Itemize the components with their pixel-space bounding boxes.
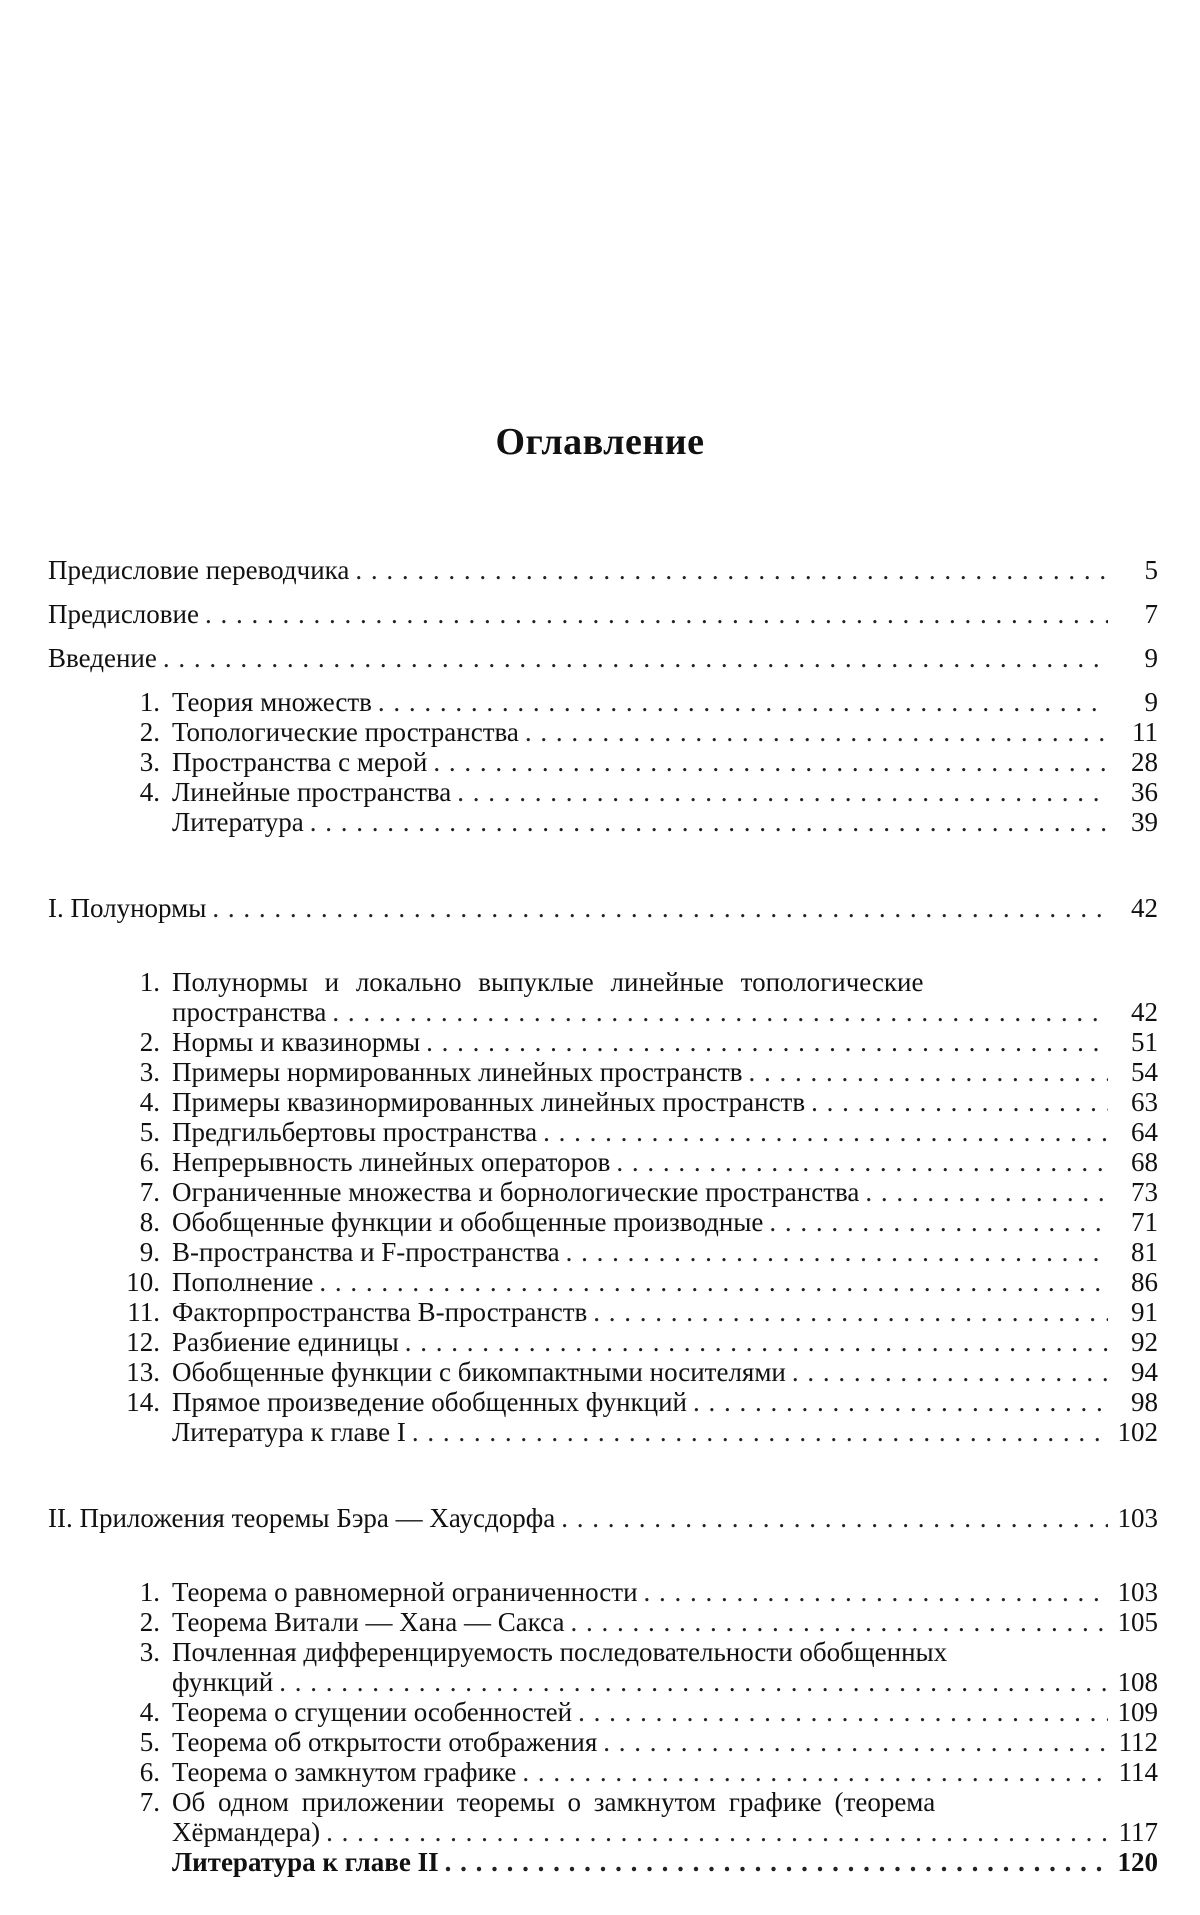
section-number: 3. bbox=[139, 747, 160, 777]
entry-label: Об одном приложении теоремы о замкнутом графике (теорема bbox=[172, 1787, 936, 1817]
entry-page: 103 bbox=[1117, 1577, 1158, 1607]
toc-entry[interactable] bbox=[48, 555, 1158, 585]
toc-entry-first-line[interactable] bbox=[48, 967, 1158, 997]
dot-leader bbox=[566, 1237, 1108, 1267]
section-number: 1. bbox=[139, 687, 160, 717]
entry-page: 108 bbox=[1117, 1667, 1158, 1697]
section-number: 13. bbox=[126, 1357, 160, 1387]
dot-leader bbox=[378, 687, 1108, 717]
entry-label: Непрерывность линейных операторов bbox=[172, 1147, 611, 1177]
section-number: 5. bbox=[139, 1727, 160, 1757]
entry-page: 103 bbox=[1117, 1503, 1158, 1533]
dot-leader bbox=[769, 1207, 1108, 1237]
entry-page: 120 bbox=[1117, 1847, 1158, 1877]
chapter-label: II. Приложения теоремы Бэра — Хаусдорфа bbox=[48, 1503, 556, 1533]
dot-leader bbox=[326, 1817, 1108, 1847]
section-number: 6. bbox=[139, 1757, 160, 1787]
dot-leader bbox=[279, 1667, 1108, 1697]
section-number: 6. bbox=[139, 1147, 160, 1177]
entry-label: B-пространства и F-пространства bbox=[172, 1237, 560, 1267]
entry-label: Линейные пространства bbox=[172, 777, 452, 807]
section-number: 2. bbox=[139, 1027, 160, 1057]
dot-leader bbox=[355, 555, 1108, 585]
toc-entry[interactable] bbox=[48, 643, 1158, 673]
toc-entry[interactable] bbox=[48, 1237, 1158, 1267]
entry-page: 102 bbox=[1117, 1417, 1158, 1447]
entry-label: Теорема об открытости отображения bbox=[172, 1727, 598, 1757]
section-number: 4. bbox=[139, 1697, 160, 1727]
dot-leader bbox=[212, 893, 1108, 923]
dot-leader bbox=[603, 1727, 1108, 1757]
toc-entry[interactable] bbox=[48, 717, 1158, 747]
toc-entry-first-line[interactable] bbox=[48, 1787, 1158, 1817]
entry-label: Полунормы и локально выпуклые линейные топологические bbox=[172, 967, 924, 997]
entry-page: 7 bbox=[1144, 599, 1158, 629]
entry-page: 51 bbox=[1131, 1027, 1158, 1057]
entry-page: 92 bbox=[1131, 1327, 1158, 1357]
dot-leader bbox=[792, 1357, 1108, 1387]
entry-label: Пространства с мерой bbox=[172, 747, 428, 777]
entry-label: Топологические пространства bbox=[172, 717, 519, 747]
section-number: 7. bbox=[139, 1177, 160, 1207]
entry-label: Ограниченные множества и борнологические пространства bbox=[172, 1177, 860, 1207]
toc-entry[interactable] bbox=[48, 1087, 1158, 1117]
entry-label: Обобщенные функции и обобщенные производные bbox=[172, 1207, 764, 1237]
entry-label: Хёрмандера) bbox=[172, 1817, 321, 1847]
entry-page: 71 bbox=[1131, 1207, 1158, 1237]
toc-entry[interactable] bbox=[48, 777, 1158, 807]
entry-label: функций bbox=[172, 1667, 274, 1697]
entry-page: 117 bbox=[1118, 1817, 1158, 1847]
toc-entry[interactable] bbox=[48, 1577, 1158, 1607]
dot-leader bbox=[522, 1757, 1108, 1787]
dot-leader bbox=[865, 1177, 1108, 1207]
entry-page: 42 bbox=[1131, 893, 1158, 923]
entry-page: 68 bbox=[1131, 1147, 1158, 1177]
toc-entry[interactable] bbox=[48, 1177, 1158, 1207]
dot-leader bbox=[433, 747, 1108, 777]
entry-label: Теорема о замкнутом графике bbox=[172, 1757, 517, 1787]
entry-label: пространства bbox=[172, 997, 327, 1027]
entry-page: 39 bbox=[1131, 807, 1158, 837]
toc-entry[interactable] bbox=[48, 1057, 1158, 1087]
toc-entry[interactable] bbox=[48, 1387, 1158, 1417]
dot-leader bbox=[457, 777, 1108, 807]
toc-entry-continuation[interactable] bbox=[48, 1667, 1158, 1697]
dot-leader bbox=[445, 1847, 1108, 1877]
section-number: 2. bbox=[139, 1607, 160, 1637]
entry-label: Прямое произведение обобщенных функций bbox=[172, 1387, 687, 1417]
entry-label: Литература к главе II bbox=[172, 1847, 439, 1877]
entry-label: Введение bbox=[48, 643, 157, 673]
toc-entry[interactable] bbox=[48, 1727, 1158, 1757]
entry-page: 54 bbox=[1131, 1057, 1158, 1087]
dot-leader bbox=[412, 1417, 1108, 1447]
toc-entry-continuation[interactable] bbox=[48, 1817, 1158, 1847]
entry-page: 63 bbox=[1131, 1087, 1158, 1117]
section-number: 2. bbox=[139, 717, 160, 747]
section-number: 3. bbox=[139, 1057, 160, 1087]
chapter-entry[interactable] bbox=[48, 893, 1158, 923]
toc-entry-first-line[interactable] bbox=[48, 1637, 1158, 1667]
section-number: 11. bbox=[127, 1297, 160, 1327]
section-number: 1. bbox=[139, 1577, 160, 1607]
toc-entry[interactable] bbox=[48, 1417, 1158, 1447]
dot-leader bbox=[543, 1117, 1108, 1147]
entry-label: Примеры нормированных линейных пространств bbox=[172, 1057, 743, 1087]
entry-page: 91 bbox=[1131, 1297, 1158, 1327]
chapter-entry[interactable] bbox=[48, 1503, 1158, 1533]
section-number: 4. bbox=[139, 1087, 160, 1117]
section-number: 3. bbox=[139, 1637, 160, 1667]
entry-page: 11 bbox=[1132, 717, 1158, 747]
entry-page: 105 bbox=[1117, 1607, 1158, 1637]
section-number: 14. bbox=[126, 1387, 160, 1417]
chapter-label: I. Полунормы bbox=[48, 893, 207, 923]
entry-label: Теория множеств bbox=[172, 687, 372, 717]
dot-leader bbox=[205, 599, 1108, 629]
section-number: 4. bbox=[139, 777, 160, 807]
entry-label: Примеры квазинормированных линейных пространств bbox=[172, 1087, 806, 1117]
entry-page: 64 bbox=[1131, 1117, 1158, 1147]
dot-leader bbox=[561, 1503, 1108, 1533]
toc-entry-continuation[interactable] bbox=[48, 997, 1158, 1027]
entry-page: 9 bbox=[1144, 687, 1158, 717]
dot-leader bbox=[593, 1297, 1108, 1327]
toc-entry[interactable] bbox=[48, 1297, 1158, 1327]
section-number: 9. bbox=[139, 1237, 160, 1267]
entry-page: 36 bbox=[1131, 777, 1158, 807]
toc-entry[interactable] bbox=[48, 807, 1158, 837]
entry-page: 114 bbox=[1118, 1757, 1158, 1787]
dot-leader bbox=[749, 1057, 1109, 1087]
page-title: Оглавление bbox=[495, 421, 705, 463]
entry-page: 86 bbox=[1131, 1267, 1158, 1297]
section-number: 8. bbox=[139, 1207, 160, 1237]
entry-page: 42 bbox=[1131, 997, 1158, 1027]
dot-leader bbox=[578, 1697, 1108, 1727]
entry-page: 109 bbox=[1117, 1697, 1158, 1727]
dot-leader bbox=[426, 1027, 1108, 1057]
entry-label: Литература bbox=[172, 807, 304, 837]
dot-leader bbox=[525, 717, 1108, 747]
toc-entry[interactable] bbox=[48, 599, 1158, 629]
entry-label: Теорема о равномерной ограниченности bbox=[172, 1577, 638, 1607]
entry-page: 98 bbox=[1131, 1387, 1158, 1417]
section-number: 1. bbox=[139, 967, 160, 997]
toc-entry[interactable] bbox=[48, 1207, 1158, 1237]
entry-label: Теорема Витали — Хана — Сакса bbox=[172, 1607, 565, 1637]
section-number: 10. bbox=[126, 1267, 160, 1297]
section-number: 12. bbox=[126, 1327, 160, 1357]
entry-page: 94 bbox=[1131, 1357, 1158, 1387]
section-number: 5. bbox=[139, 1117, 160, 1147]
dot-leader bbox=[319, 1267, 1108, 1297]
entry-label: Предгильбертовы пространства bbox=[172, 1117, 538, 1147]
toc-entry[interactable] bbox=[48, 1607, 1158, 1637]
toc-entry[interactable] bbox=[48, 687, 1158, 717]
dot-leader bbox=[310, 807, 1108, 837]
entry-label: Факторпространства B-пространств bbox=[172, 1297, 588, 1327]
entry-label: Пополнение bbox=[172, 1267, 314, 1297]
toc-entry[interactable] bbox=[48, 1847, 1158, 1877]
toc-entry[interactable] bbox=[48, 747, 1158, 777]
dot-leader bbox=[163, 643, 1108, 673]
entry-page: 28 bbox=[1131, 747, 1158, 777]
toc-entry[interactable] bbox=[48, 1117, 1158, 1147]
toc-entry[interactable] bbox=[48, 1697, 1158, 1727]
toc-entry[interactable] bbox=[48, 1357, 1158, 1387]
entry-label: Предисловие bbox=[48, 599, 199, 629]
toc-entry[interactable] bbox=[48, 1147, 1158, 1177]
section-number: 7. bbox=[139, 1787, 160, 1817]
dot-leader bbox=[570, 1607, 1108, 1637]
toc-entry[interactable] bbox=[48, 1027, 1158, 1057]
entry-page: 81 bbox=[1131, 1237, 1158, 1267]
table-of-contents bbox=[48, 555, 1158, 1877]
entry-label: Обобщенные функции с бикомпактными носителями bbox=[172, 1357, 786, 1387]
entry-page: 9 bbox=[1144, 643, 1158, 673]
dot-leader bbox=[693, 1387, 1108, 1417]
entry-label: Разбиение единицы bbox=[172, 1327, 399, 1357]
entry-page: 112 bbox=[1118, 1727, 1158, 1757]
toc-entry[interactable] bbox=[48, 1327, 1158, 1357]
entry-label: Почленная дифференцируемость последовательности обобщенных bbox=[172, 1637, 948, 1667]
toc-entry[interactable] bbox=[48, 1757, 1158, 1787]
dot-leader bbox=[616, 1147, 1108, 1177]
dot-leader bbox=[332, 997, 1108, 1027]
entry-page: 5 bbox=[1144, 555, 1158, 585]
dot-leader bbox=[644, 1577, 1108, 1607]
toc-entry[interactable] bbox=[48, 1267, 1158, 1297]
entry-label: Предисловие переводчика bbox=[48, 555, 350, 585]
entry-label: Литература к главе I bbox=[172, 1417, 406, 1447]
dot-leader bbox=[811, 1087, 1108, 1117]
dot-leader bbox=[405, 1327, 1108, 1357]
entry-label: Нормы и квазинормы bbox=[172, 1027, 421, 1057]
entry-label: Теорема о сгущении особенностей bbox=[172, 1697, 573, 1727]
entry-page: 73 bbox=[1131, 1177, 1158, 1207]
